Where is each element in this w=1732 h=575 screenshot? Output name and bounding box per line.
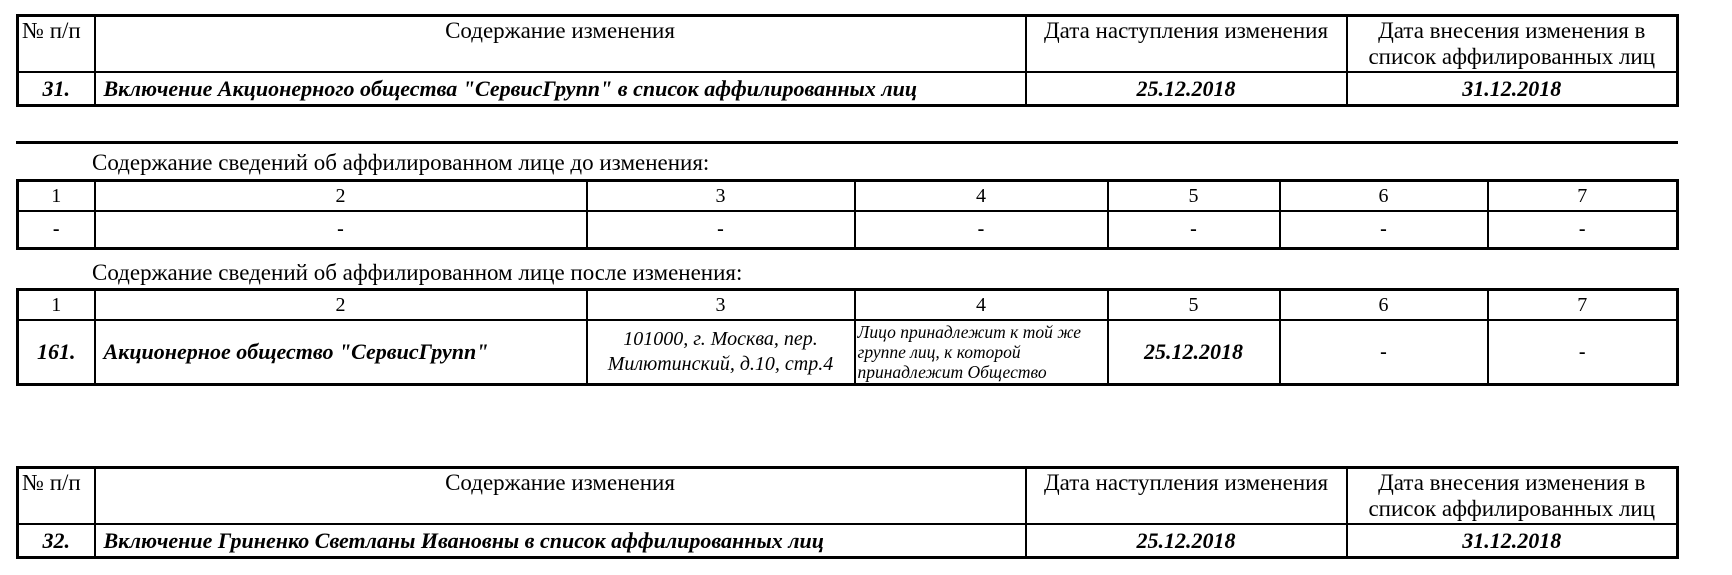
table-header-row [18,468,1678,525]
cell-entity-name: Акционерное общество "СервисГрупп" [95,320,587,385]
cell-row-number: 32. [18,524,95,558]
section-divider [16,141,1678,144]
cell-entity-address: 101000, г. Москва, пер. Милютинский, д.10, стр.4 [587,320,855,385]
cell-date-of-change: 25.12.2018 [1026,524,1347,558]
column-number-header: 7 [1488,290,1678,321]
cell-col-6: - [1280,320,1488,385]
empty-value-cell: - [1108,211,1280,249]
change-table-32 [16,466,1679,559]
header-cell-num: № п/п [18,16,95,73]
table-row [18,320,1678,385]
cell-date-entered: 31.12.2018 [1347,524,1678,558]
header-cell-date-entered: Дата внесения изменения в список аффилированных лиц [1347,16,1678,73]
cell-date-of-change: 25.12.2018 [1108,320,1280,385]
column-number-header: 4 [855,181,1108,212]
column-number-header: 5 [1108,181,1280,212]
after-change-table [16,288,1679,386]
cell-change-content: Включение Гриненко Светланы Ивановны в список аффилированных лиц [95,524,1026,558]
empty-value-cell: - [1488,211,1678,249]
column-number-header: 5 [1108,290,1280,321]
column-number-header: 3 [587,290,855,321]
header-cell-date-entered: Дата внесения изменения в список аффилированных лиц [1347,468,1678,525]
cell-row-number: 161. [18,320,95,385]
cell-col-7: - [1488,320,1678,385]
change-table-31 [16,14,1679,107]
header-cell-date-of-change: Дата наступления изменения [1026,468,1347,525]
header-cell-content: Содержание изменения [95,16,1026,73]
column-number-header: 6 [1280,181,1488,212]
header-cell-num: № п/п [18,468,95,525]
before-change-title: Содержание сведений об аффилированном лице до изменения: [92,150,710,175]
cell-change-content: Включение Акционерного общества "СервисГрупп" в список аффилированных лиц [95,72,1026,106]
column-number-header: 3 [587,181,855,212]
table-header-row [18,16,1678,73]
column-number-header: 4 [855,290,1108,321]
column-number-header-row [18,181,1678,212]
empty-value-cell: - [855,211,1108,249]
after-change-title: Содержание сведений об аффилированном лице после изменения: [92,260,743,285]
table-row [18,524,1678,558]
cell-date-of-change: 25.12.2018 [1026,72,1347,106]
empty-value-cell: - [1280,211,1488,249]
column-number-header: 2 [95,290,587,321]
header-cell-date-of-change: Дата наступления изменения [1026,16,1347,73]
column-number-header-row [18,290,1678,321]
empty-value-cell: - [587,211,855,249]
empty-value-cell: - [95,211,587,249]
cell-relation-basis: Лицо принадлежит к той же группе лиц, к которой принадлежит Общество [855,320,1108,385]
table-row [18,211,1678,249]
column-number-header: 1 [18,290,95,321]
column-number-header: 6 [1280,290,1488,321]
empty-value-cell: - [18,211,95,249]
column-number-header: 2 [95,181,587,212]
column-number-header: 1 [18,181,95,212]
cell-date-entered: 31.12.2018 [1347,72,1678,106]
cell-row-number: 31. [18,72,95,106]
column-number-header: 7 [1488,181,1678,212]
before-change-table [16,179,1679,250]
table-row [18,72,1678,106]
header-cell-content: Содержание изменения [95,468,1026,525]
section-gap [0,386,1732,466]
